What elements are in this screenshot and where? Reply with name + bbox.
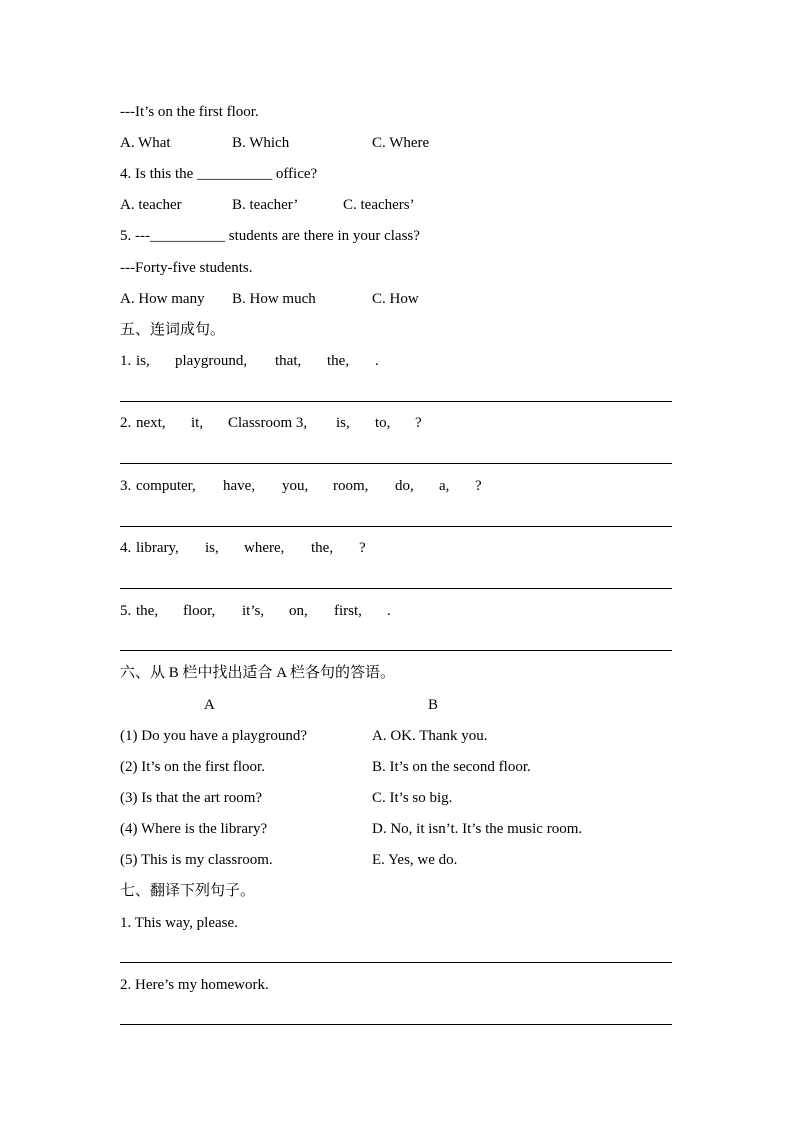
q3-option-a[interactable]: A. What bbox=[120, 135, 171, 151]
q4-option-b[interactable]: B. teacher’ bbox=[232, 197, 299, 213]
q5-option-b[interactable]: B. How much bbox=[232, 291, 316, 307]
q5-stem: 5. ---__________ students are there in your class? bbox=[120, 228, 420, 244]
s7-sentence-1: 1. This way, please. bbox=[120, 915, 238, 931]
column-a-item: (5) This is my classroom. bbox=[120, 852, 273, 868]
s5-word: it, bbox=[191, 415, 204, 431]
column-b-item: E. Yes, we do. bbox=[372, 852, 458, 868]
q3-option-c[interactable]: C. Where bbox=[372, 135, 430, 151]
s5-word: ? bbox=[475, 478, 482, 494]
s5-word: is, bbox=[205, 540, 219, 556]
s7-sentence-2: 2. Here’s my homework. bbox=[120, 977, 269, 993]
column-a-item: (1) Do you have a playground? bbox=[120, 728, 308, 744]
s5-answer-line-4[interactable] bbox=[120, 588, 672, 589]
q4-option-a[interactable]: A. teacher bbox=[120, 197, 182, 213]
q5-option-c[interactable]: C. How bbox=[372, 291, 419, 307]
column-b-item: A. OK. Thank you. bbox=[372, 728, 488, 744]
s5-word: it’s, bbox=[242, 603, 265, 619]
s5-word: the, bbox=[311, 540, 334, 556]
s5-item-2 bbox=[0, 416, 793, 434]
section6-title: 六、从 B 栏中找出适合 A 栏各句的答语。 bbox=[120, 665, 396, 681]
s5-word: to, bbox=[375, 415, 391, 431]
s5-item-3 bbox=[0, 479, 793, 497]
s5-word: is, bbox=[136, 353, 150, 369]
column-a-item: (4) Where is the library? bbox=[120, 821, 268, 837]
q3-option-b[interactable]: B. Which bbox=[232, 135, 290, 151]
q3-answer-line: ---It’s on the first floor. bbox=[120, 104, 259, 120]
column-b-item: B. It’s on the second floor. bbox=[372, 759, 531, 775]
s5-item-1 bbox=[0, 354, 793, 372]
s7-answer-line-1[interactable] bbox=[120, 962, 672, 963]
s5-word: library, bbox=[136, 540, 179, 556]
q5-answer-line: ---Forty-five students. bbox=[120, 260, 253, 276]
s5-item-4 bbox=[0, 541, 793, 559]
s5-item-5 bbox=[0, 604, 793, 622]
s5-word: Classroom 3, bbox=[228, 415, 308, 431]
s5-word: where, bbox=[244, 540, 285, 556]
s5-word: is, bbox=[336, 415, 350, 431]
q4-stem: 4. Is this the __________ office? bbox=[120, 166, 318, 182]
s5-answer-line-1[interactable] bbox=[120, 401, 672, 402]
column-a-item: (3) Is that the art room? bbox=[120, 790, 263, 806]
q5-option-a[interactable]: A. How many bbox=[120, 291, 205, 307]
column-a-header: A bbox=[204, 697, 215, 713]
column-b-item: C. It’s so big. bbox=[372, 790, 453, 806]
s5-item-number: 1. bbox=[120, 353, 132, 369]
s5-word: a, bbox=[439, 478, 450, 494]
s5-word: have, bbox=[223, 478, 256, 494]
section5-title: 五、连词成句。 bbox=[120, 322, 226, 338]
s5-item-number: 2. bbox=[120, 415, 132, 431]
section7-title: 七、翻译下列句子。 bbox=[120, 883, 256, 899]
s5-word: room, bbox=[333, 478, 369, 494]
s5-item-number: 5. bbox=[120, 603, 132, 619]
s5-word: ? bbox=[415, 415, 422, 431]
s5-word: first, bbox=[334, 603, 362, 619]
s5-word: that, bbox=[275, 353, 302, 369]
q4-option-c[interactable]: C. teachers’ bbox=[343, 197, 415, 213]
s5-item-number: 4. bbox=[120, 540, 132, 556]
s5-word: the, bbox=[327, 353, 350, 369]
s5-word: computer, bbox=[136, 478, 196, 494]
s5-word: on, bbox=[289, 603, 308, 619]
s5-word: next, bbox=[136, 415, 166, 431]
s5-answer-line-3[interactable] bbox=[120, 526, 672, 527]
column-b-item: D. No, it isn’t. It’s the music room. bbox=[372, 821, 583, 837]
s5-answer-line-2[interactable] bbox=[120, 463, 672, 464]
column-b-header: B bbox=[428, 697, 439, 713]
s5-word: playground, bbox=[175, 353, 248, 369]
s5-word: do, bbox=[395, 478, 414, 494]
s5-word: ? bbox=[359, 540, 366, 556]
s7-answer-line-2[interactable] bbox=[120, 1024, 672, 1025]
s5-word: the, bbox=[136, 603, 159, 619]
s5-word: floor, bbox=[183, 603, 216, 619]
s5-word: . bbox=[375, 353, 379, 369]
s5-answer-line-5[interactable] bbox=[120, 650, 672, 651]
s5-word: . bbox=[387, 603, 391, 619]
s5-item-number: 3. bbox=[120, 478, 132, 494]
column-a-item: (2) It’s on the first floor. bbox=[120, 759, 265, 775]
s5-word: you, bbox=[282, 478, 309, 494]
